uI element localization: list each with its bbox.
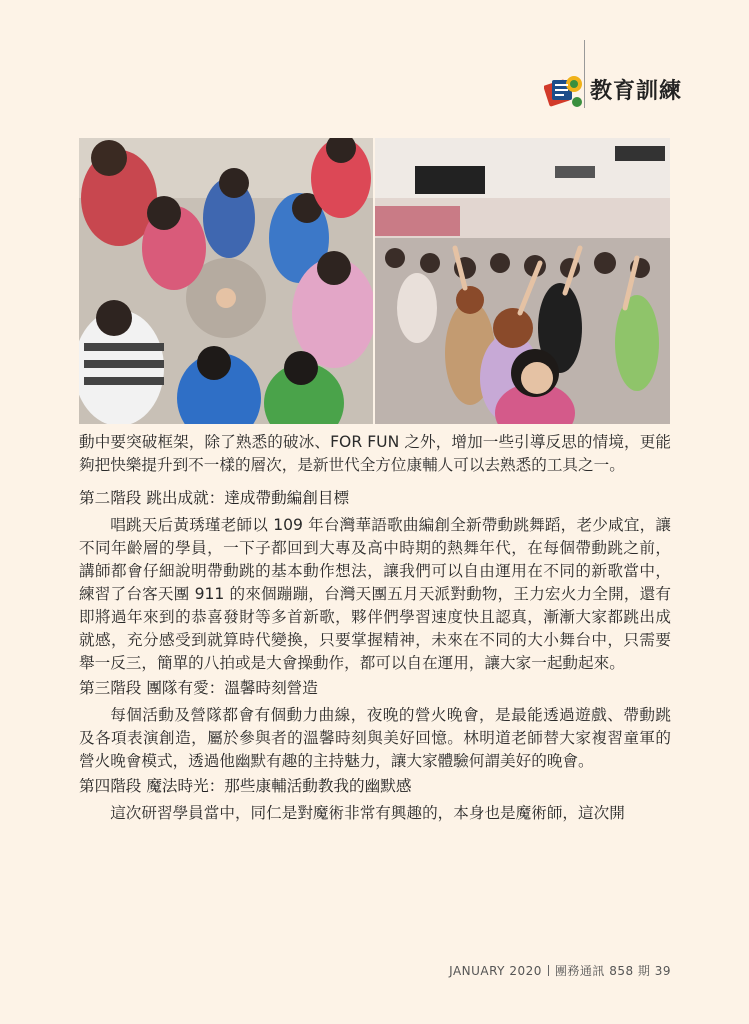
group-activity-photo <box>79 138 373 424</box>
footer-separator <box>548 965 549 976</box>
footer-date: JANUARY 2020 <box>449 964 542 978</box>
heading-stage-2: 第二階段 跳出成就：達成帶動編創目標 <box>79 489 350 507</box>
dance-activity-photo <box>375 138 670 424</box>
page-footer <box>449 962 671 979</box>
paragraph-stage-3: 每個活動及營隊都會有個動力曲線，夜晚的營火晚會，是最能透過遊戲、帶動跳及各項表演創造，屬於參與者的溫馨時刻與美好回憶。林明道老師替大家複習童軍的營火晚會模式，透過他幽默有趣的主持魅力，讓大家體驗何謂美好的晚會。 <box>79 706 671 770</box>
section-title: 教育訓練 <box>590 79 683 104</box>
paragraph-stage-4: 這次研習學員當中，同仁是對魔術非常有興趣的，本身也是魔術師，這次開 <box>110 804 625 822</box>
heading-stage-3: 第三階段 團隊有愛：溫馨時刻營造 <box>79 679 318 697</box>
header-divider <box>584 40 585 108</box>
paragraph-stage-2: 唱跳天后黃琇瑾老師以 109 年台灣華語歌曲編創全新帶動跳舞蹈，老少咸宜，讓不同年齡層的學員，一下子都回到大專及高中時期的熱舞年代，在每個帶動跳之前，講師都會仔細說明帶動跳的基本動作想法，讓我們可以自由運用在不同的新歌當中，練習了台客天團 911 的來個蹦蹦，台灣天團五月天派對動物，王力宏火力全開，還有即將過年來到的恭喜發財等多首新歌，夥伴們學習速度快且認真，漸漸大家都跳出成就感，充分感受到就算時代變換，只要掌握精神，未來在不同的大小舞台中，只需要舉一反三，簡單的八拍或是大會操動作，都可以自在運用，讓大家一起動起來。 <box>79 516 671 672</box>
heading-stage-4: 第四階段 魔法時光：那些康輔活動教我的幽默感 <box>79 777 412 795</box>
footer-publication: 團務通訊 858 期 39 <box>554 964 671 978</box>
education-training-logo-icon <box>544 70 584 110</box>
article-body <box>79 431 671 825</box>
paragraph-intro: 動中要突破框架，除了熟悉的破冰、FOR FUN 之外，增加一些引導反思的情境，更能夠把快樂提升到不一樣的層次，是新世代全方位康輔人可以去熟悉的工具之一。 <box>79 433 671 474</box>
